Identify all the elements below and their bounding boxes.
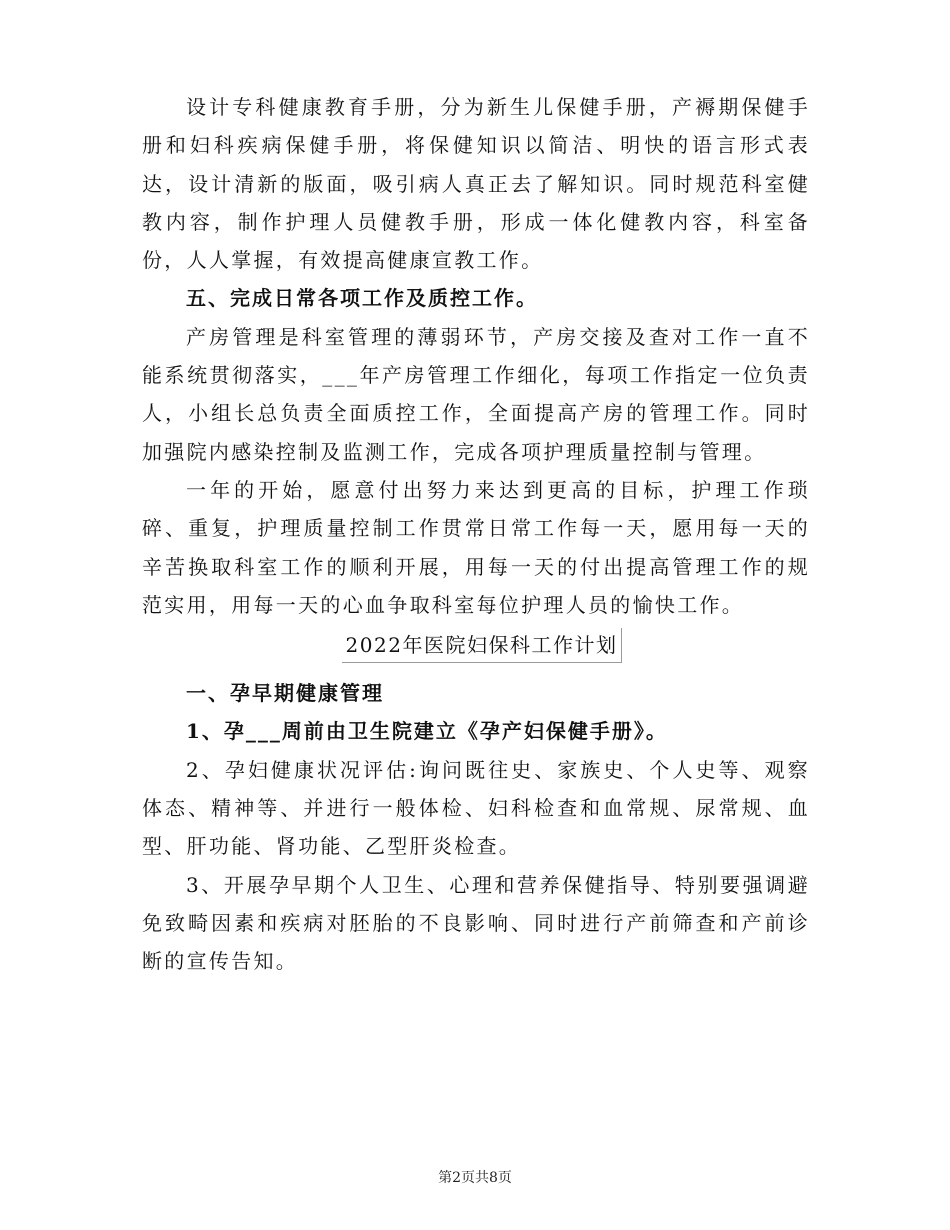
plan-title-wrap xyxy=(142,628,810,668)
paragraph-health-manual: 设计专科健康教育手册，分为新生儿保健手册，产褥期保健手册和妇科疾病保健手册，将保健知识以简洁、明快的语言形式表达，设计清新的版面，吸引病人真正去了解知识。同时规范科室健教内容，制作护理人员健教手册，形成一体化健教内容，科室备份，人人掌握，有效提高健康宣教工作。 xyxy=(142,95,810,273)
paragraph-health-assessment: 2、孕妇健康状况评估:询问既往史、家族史、个人史等、观察体态、精神等、并进行一般体检、妇科检查和血常规、尿常规、血型、肝功能、肾功能、乙型肝炎检查。 xyxy=(142,757,810,859)
paragraph-early-guidance: 3、开展孕早期个人卫生、心理和营养保健指导、特别要强调避免致畸因素和疾病对胚胎的不良影响、同时进行产前筛查和产前诊断的宣传告知。 xyxy=(142,872,810,974)
section-five-heading: 五、完成日常各项工作及质控工作。 xyxy=(186,286,538,311)
plan-heading-early-pregnancy: 一、孕早期健康管理 xyxy=(186,681,384,706)
paragraph-year-start: 一年的开始，愿意付出努力来达到更高的目标，护理工作琐碎、重复，护理质量控制工作贯常日常工作每一天，愿用每一天的辛苦换取科室工作的顺利开展，用每一天的付出提高管理工作的规范实用，用每一天的心血争取科室每位护理人员的愉快工作。 xyxy=(142,477,810,617)
plan-heading-handbook: 1、孕___周前由卫生院建立《孕产妇保健手册》。 xyxy=(186,719,668,744)
document-body xyxy=(142,88,810,981)
page-footer: 第2页共8页 xyxy=(438,1170,512,1186)
plan-title: 2022年医院妇保科工作计划 xyxy=(342,628,623,663)
paragraph-delivery-room: 产房管理是科室管理的薄弱环节，产房交接及查对工作一直不能系统贯彻落实，___年产房管理工作细化，每项工作指定一位负责人，小组长总负责全面质控工作，全面提高产房的管理工作。同时加强院内感染控制及监测工作，完成各项护理质量控制与管理。 xyxy=(142,324,810,464)
